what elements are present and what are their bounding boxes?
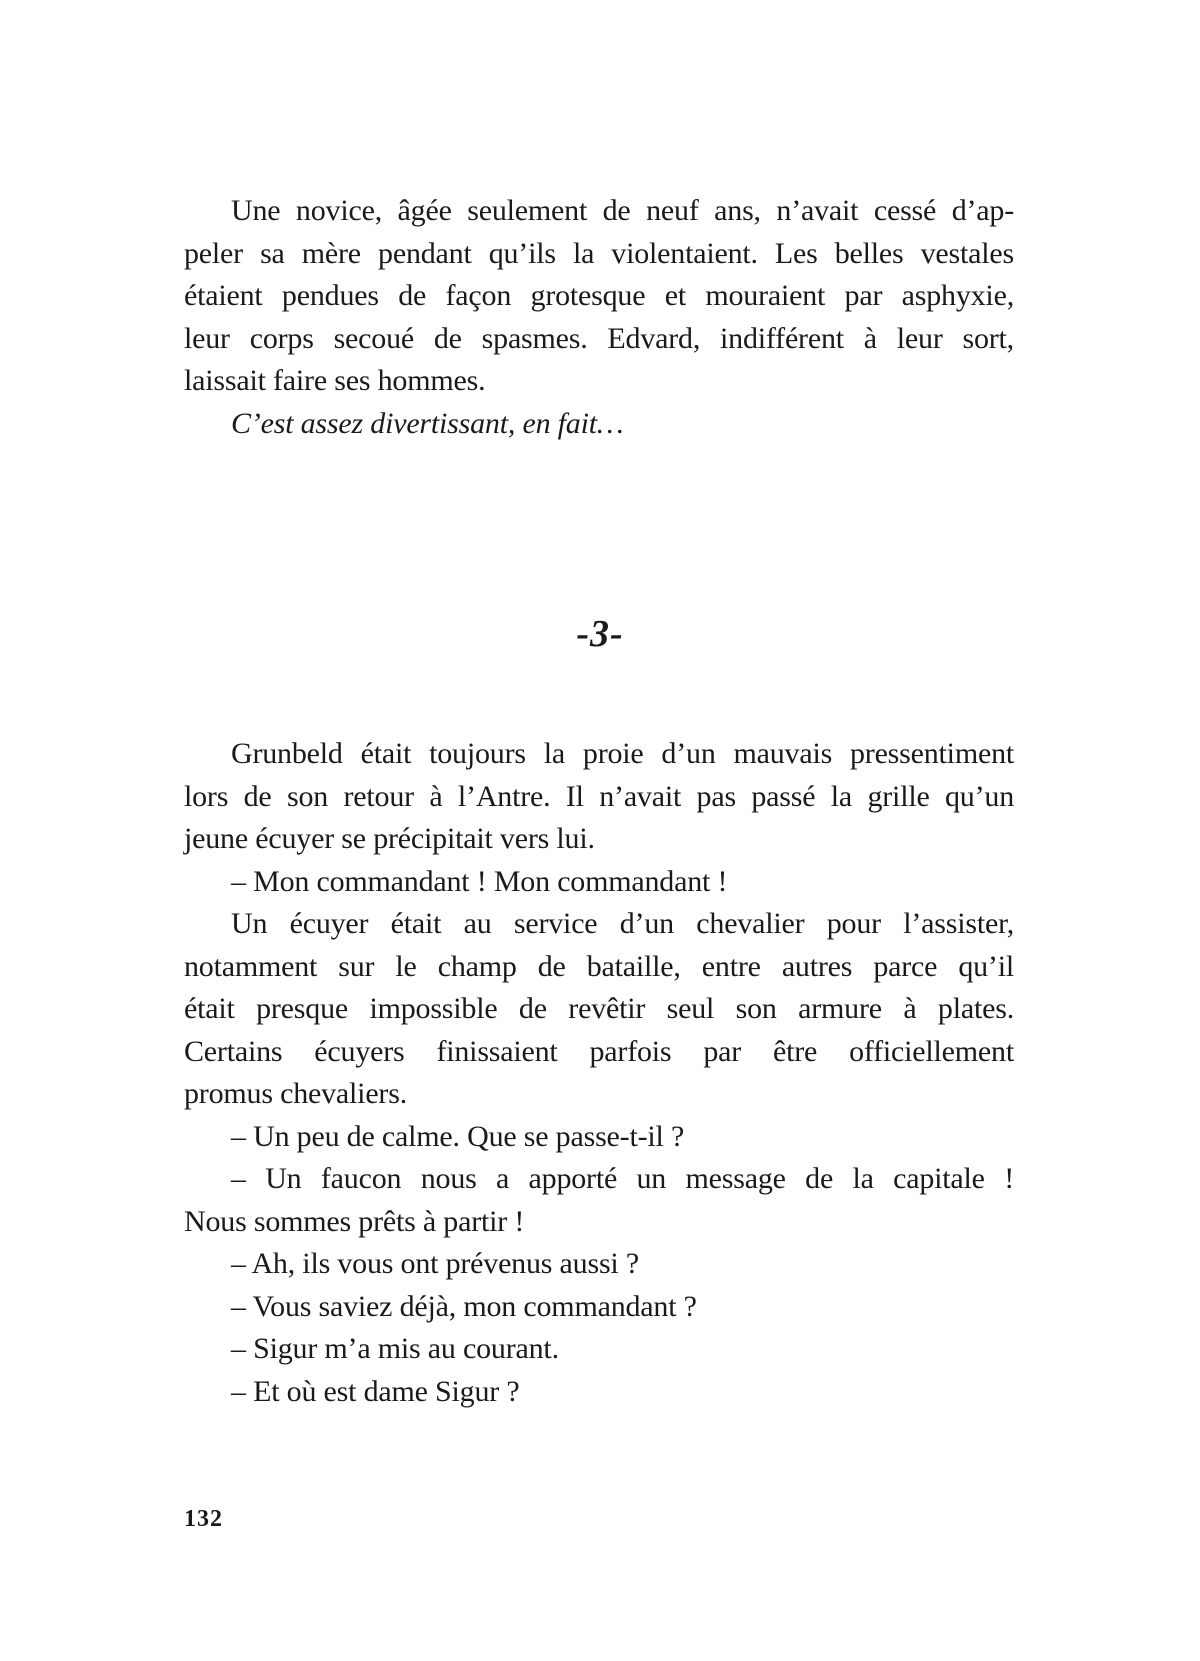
text-line: peler sa mère pendant qu’ils la violentaient. Les belles vestales	[184, 236, 1014, 270]
dialogue-line: – Ah, ils vous ont prévenus aussi ?	[231, 1247, 639, 1280]
italic-thought-line: C’est assez divertissant, en fait…	[231, 406, 624, 440]
dialogue-line: Nous sommes prêts à partir !	[184, 1204, 525, 1238]
dialogue-line: – Mon commandant ! Mon commandant !	[231, 864, 728, 898]
dialogue-line: – Un faucon nous a apporté un message de la capitale !	[231, 1162, 1014, 1195]
text-line: lors de son retour à l’Antre. Il n’avait pas passé la grille qu’un	[184, 779, 1014, 813]
text-line: promus chevaliers.	[184, 1077, 407, 1110]
dialogue-line: – Sigur m’a mis au courant.	[231, 1332, 559, 1365]
text-line: Grunbeld était toujours la proie d’un mauvais pressentiment	[231, 737, 1014, 770]
paragraph-section-1	[184, 190, 1014, 445]
text-line: Une novice, âgée seulement de neuf ans, n’avait cessé d’ap-	[231, 194, 1014, 227]
text-line: Un écuyer était au service d’un chevalier pour l’assister,	[231, 907, 1014, 940]
dialogue-line: – Et où est dame Sigur ?	[231, 1374, 520, 1408]
paragraph-section-2	[184, 733, 1014, 1413]
text-line: notamment sur le champ de bataille, entre autres parce qu’il	[184, 949, 1014, 983]
text-line: Certains écuyers finissaient parfois par être officiellement	[184, 1034, 1014, 1068]
text-line: laissait faire ses hommes.	[184, 364, 486, 397]
dialogue-line: – Vous saviez déjà, mon commandant ?	[231, 1289, 697, 1323]
chapter-heading: -3-	[576, 613, 624, 655]
text-line: étaient pendues de façon grotesque et mouraient par asphyxie,	[184, 279, 1014, 312]
text-line: était presque impossible de revêtir seul son armure à plates.	[184, 992, 1014, 1025]
text-line: jeune écuyer se précipitait vers lui.	[184, 822, 595, 855]
page-number: 132	[184, 1506, 223, 1532]
text-line: leur corps secoué de spasmes. Edvard, indifférent à leur sort,	[184, 321, 1014, 355]
dialogue-line: – Un peu de calme. Que se passe-t-il ?	[231, 1119, 685, 1153]
